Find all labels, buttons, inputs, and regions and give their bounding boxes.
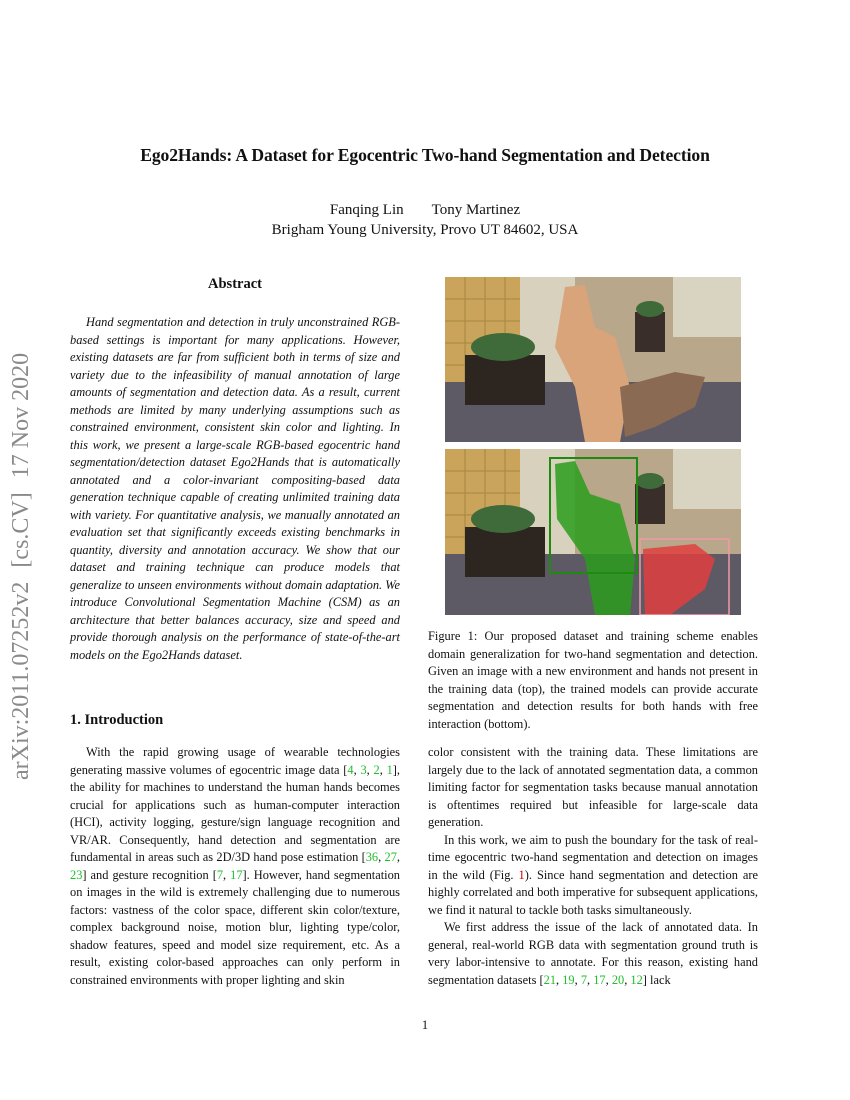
citation-link[interactable]: 21: [543, 972, 557, 987]
text-run: We first address the issue of the lack of annotated data. In general, real-world RGB data with segmentation ground truth is very labor-intensive to annotate. For this reason, existing hand segmentation datasets [: [428, 920, 758, 987]
text-run: With the rapid growing usage of wearable technologies generating massive volumes of egocentric image data [: [70, 745, 400, 777]
far-plant: [636, 473, 664, 489]
citation-link[interactable]: 23: [70, 867, 83, 882]
citation-link[interactable]: 7: [580, 972, 588, 987]
figure-reference-link[interactable]: 1: [518, 867, 525, 882]
citation-link[interactable]: 2: [373, 762, 380, 777]
text-run: ,: [366, 762, 374, 777]
text-run: In this work, we aim to push the boundary for the task of real-time egocentric two-hand segmentation and detection on images in the wild (Fig.: [428, 832, 758, 882]
text-run: ,: [587, 972, 594, 987]
citation-link[interactable]: 36: [365, 850, 379, 864]
intro-right-column: [428, 744, 758, 989]
intro-paragraph-2: [428, 832, 758, 920]
paper-title: Ego2Hands: A Dataset for Egocentric Two-hand Segmentation and Detection: [140, 145, 710, 165]
text-run: ,: [378, 850, 385, 864]
citation-link[interactable]: 12: [630, 972, 643, 987]
text-run: ,: [353, 762, 361, 777]
far-plant: [636, 301, 664, 317]
text-run: ,: [379, 762, 387, 777]
citation-link[interactable]: 20: [611, 972, 625, 987]
text-run: ). Since hand segmentation and detection are highly correlated and both imperative for subsequent applications, we find it natural to tackle both tasks simultaneously.: [428, 867, 759, 917]
arxiv-stamp: [8, 339, 35, 780]
citation-link[interactable]: 19: [562, 972, 575, 987]
citation-link[interactable]: 1: [386, 762, 393, 777]
intro-paragraph-3: [428, 919, 758, 989]
far-wall: [673, 277, 741, 337]
figure-1-caption: Figure 1: Our proposed dataset and training scheme enables domain generalization for two-hand segmentation and detection. Given an image with a new environment and hands not present in the training data (top), the trained models can provide accurate segmentation and detection results for both hands with free interaction (bottom).: [428, 629, 758, 731]
text-run: ,: [556, 972, 563, 987]
text-run: ] lack: [642, 972, 671, 987]
text-run: ,: [574, 972, 581, 987]
author-name-1: Fanqing Lin: [329, 202, 404, 218]
author-affiliation: Brigham Young University, Provo UT 84602, USA: [271, 222, 579, 238]
hallway-photo-raw: [445, 277, 741, 442]
text-run: ,: [396, 850, 400, 864]
far-planter: [635, 484, 665, 524]
author-name-2: Tony Martinez: [431, 202, 521, 218]
text-run: ], the ability for machines to understand the human hands becomes crucial for applications such as human-computer interaction (HCI), activity logging, gesture/sign language recognition and VR/AR. Consequently, hand detection and segmentation are fundamental in areas such as 2D/3D hand pose estimation [: [70, 762, 401, 864]
citation-link[interactable]: 17: [593, 972, 606, 987]
far-wall: [673, 449, 741, 509]
arxiv-category: [cs.CV]: [8, 492, 34, 568]
citation-link[interactable]: 4: [347, 762, 354, 777]
citation-link[interactable]: 3: [360, 762, 367, 777]
introduction-heading: 1. Introduction: [70, 712, 164, 728]
citation-link[interactable]: 27: [384, 850, 397, 864]
arxiv-date: 17 Nov 2020: [8, 352, 34, 479]
text-run: ] and gesture recognition [: [82, 867, 217, 882]
abstract-heading: Abstract: [208, 276, 262, 292]
plant: [471, 505, 535, 533]
text-run: ,: [624, 972, 631, 987]
figure-1-bottom-image: [445, 449, 741, 615]
plant: [471, 333, 535, 361]
planter: [465, 355, 545, 405]
text-run: ,: [223, 867, 231, 882]
page-number: 1: [421, 1018, 429, 1032]
intro-paragraph-1: [70, 744, 400, 989]
far-planter: [635, 312, 665, 352]
intro-paragraph-continued: color consistent with the training data. These limitations are largely due to the lack of annotated segmentation data, a common limiting factor for segmentation tasks because manual annotation is oftentimes required but infeasible for large-scale data generation.: [428, 745, 758, 829]
text-run: ]. However, hand segmentation on images in the wild is extremely challenging due to numerous factors: vastness of the color space, different skin color/texture, complex background noise, motion blur, lighting type/color, shadow features, speed and model size requirement, etc. As a result, existing color-based approaches can only perform in constrained environments with proper lighting and skin: [70, 867, 400, 987]
abstract-text: Hand segmentation and detection in truly unconstrained RGB-based settings is important for many applications. However, existing datasets are far from sufficient both in terms of size and variety due to the infeasibility of manual annotation of large amounts of segmentation and detection data. As a result, current methods are limited by many underlying assumptions such as constrained environment, consistent skin color and lighting. In this work, we present a large-scale RGB-based egocentric hand segmentation/detection dataset Ego2Hands that is automatically annotated and a color-invariant compositing-based data generation technique capable of creating unlimited training data with variety. For quantitative analysis, we manually annotated an evaluation set that significantly exceeds existing benchmarks in quantity, diversity and annotation accuracy. We show that our dataset and training technique can produce models that generalize to unseen environments without domain adaptation. We introduce Convolutional Segmentation Machine (CSM) as an architecture that better balances accuracy, size and speed and provide thorough analysis on the performance of state-of-the-art models on the Ego2Hands dataset.: [70, 315, 400, 662]
arxiv-id: arXiv:2011.07252v2: [8, 581, 34, 780]
figure-1-top-image: [445, 277, 741, 442]
planter: [465, 527, 545, 577]
text-run: ,: [605, 972, 612, 987]
citation-link[interactable]: 7: [216, 867, 224, 882]
author-block: [0, 200, 850, 240]
hallway-photo-segmented: [445, 449, 741, 615]
citation-link[interactable]: 17: [230, 867, 243, 882]
